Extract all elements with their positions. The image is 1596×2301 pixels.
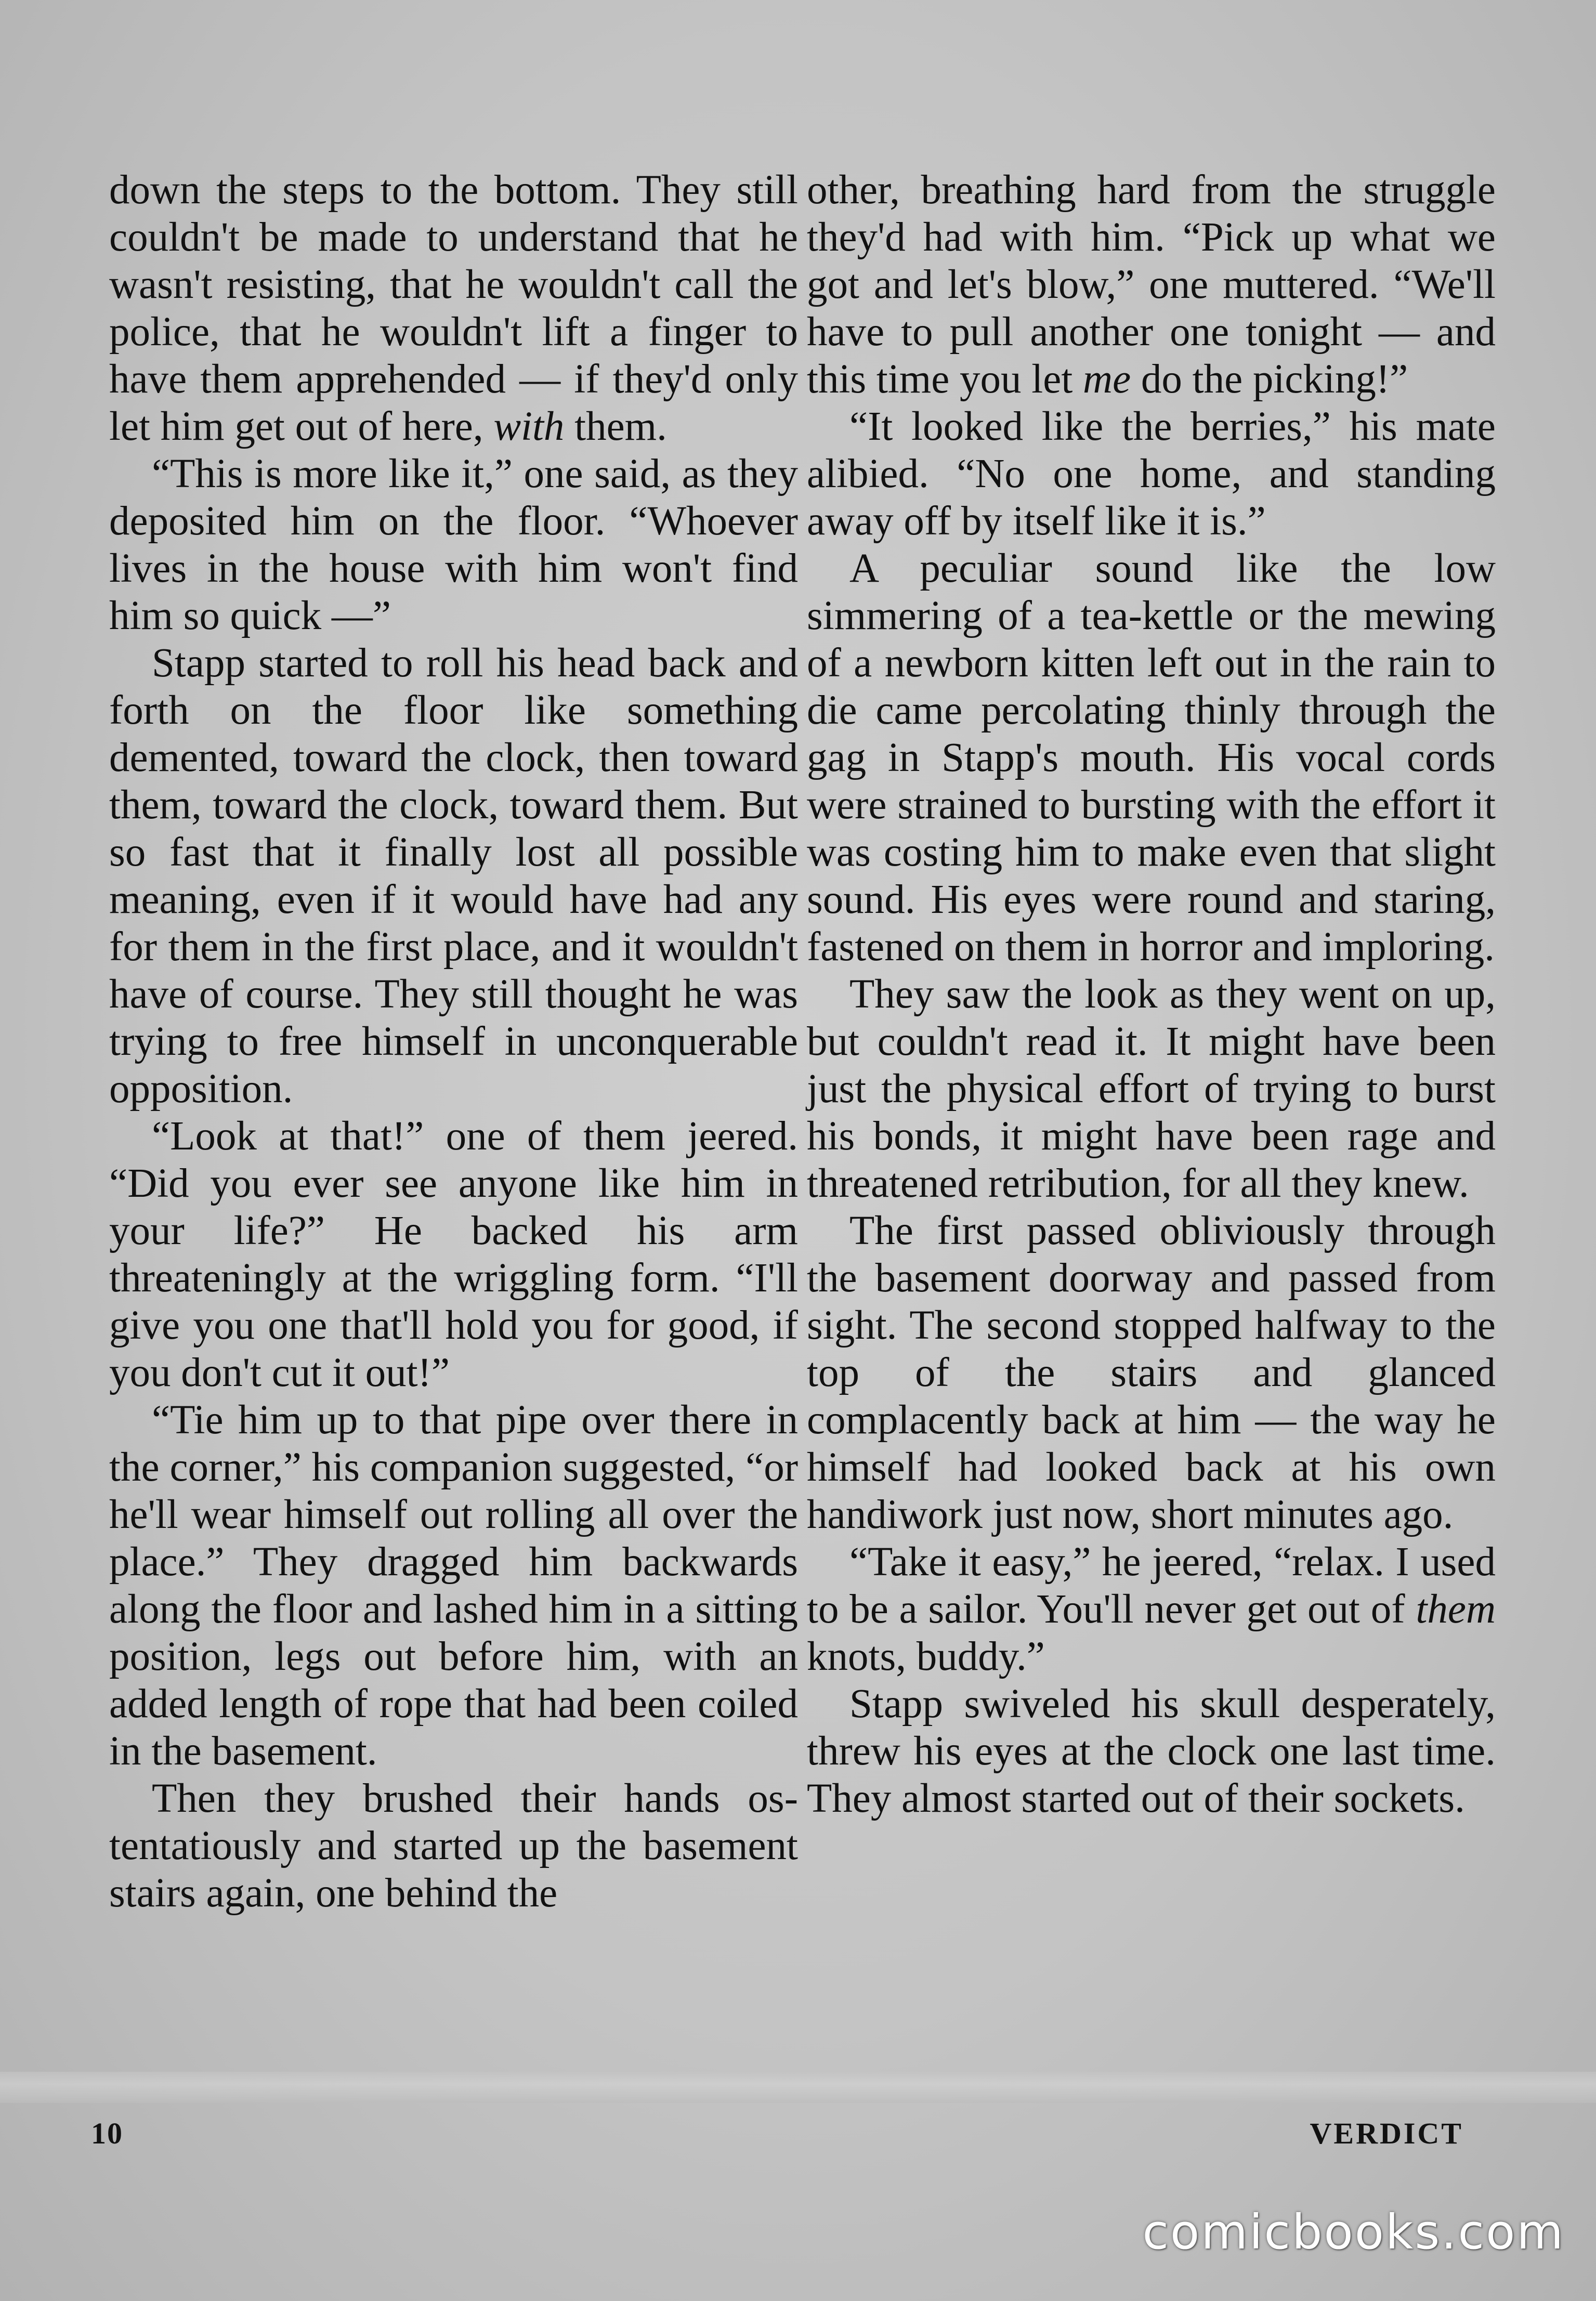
right-text-column [807,166,1496,1822]
paragraph: Stapp swiveled his skull desperately, threw his eyes at the clock one last time. They almost started out of their sockets. [807,1681,1496,1821]
paragraph: “Tie him up to that pipe over there in the corner,” his companion suggested, “or he'll wear himself out rolling all over the place.” They dragged him backwards along the floor and lashed him in a sitting position, legs out before him, with an added length of rope that had been coiled in the basement. [109,1397,798,1774]
paragraph: “Look at that!” one of them jeered. “Did you ever see anyone like him in your life?” He backed his arm threateningly at the wriggling form. “I'll give you one that'll hold you for good, if you don't cut it out!” [109,1114,798,1395]
page-number: 10 [91,2116,123,2150]
paragraph-text: do the picking!” [1141,357,1408,402]
paragraph-text: down the steps to the bottom. They still couldn't be made to understand that he wasn't resisting, that he wouldn't call the police, that he wouldn't lift a finger to have them apprehended — if they'd only let him get out of here, [109,167,798,449]
emphasis-text: with [493,404,565,449]
paragraph-text: other, breathing hard from the struggle they'd had with him. “Pick up what we got and let's blow,” one muttered. “We'll have to pull another one tonight — and this time you let [807,167,1496,402]
paragraph: “This is more like it,” one said, as they deposited him on the floor. “Whoever lives in the house with him won't find him so quick —” [109,451,798,638]
paragraph-text: knots, buddy.” [807,1634,1045,1679]
paragraph: They saw the look as they went on up, but couldn't read it. It might have been just the physical effort of trying to burst his bonds, it might have been rage and threatened retribution, for all they knew. [807,972,1496,1206]
paper-fold-shadow [0,2072,1596,2103]
paragraph: Then they brushed their hands ostentatiously and started up the basement stairs again, one behind the [109,1776,798,1916]
paragraph [807,166,1496,403]
paragraph: A peculiar sound like the low simmering of a tea-kettle or the mewing of a newborn kitten left out in the rain to die came percolating thinly through the gag in Stapp's mouth. His vocal cords were strained to bursting with the effort it was costing him to make even that slight sound. His eyes were round and staring, fastened on them in horror and imploring. [807,546,1496,970]
paragraph [807,1538,1496,1680]
source-watermark: comicbooks.com [1142,2204,1565,2260]
paragraph: “It looked like the berries,” his mate alibied. “No one home, and standing away off by itself like it is.” [807,404,1496,544]
paragraph-text: them. [574,404,667,449]
emphasis-text: them [1416,1587,1496,1632]
emphasis-text: me [1083,357,1131,402]
paragraph-text: “Take it easy,” he jeered, “relax. I used to be a sailor. You'll never get out of [807,1539,1496,1632]
paragraph [109,166,798,450]
paragraph: Stapp started to roll his head back and forth on the floor like something demented, toward the clock, then toward them, toward the clock, toward them. But so fast that it finally lost all possible meaning, even if it would have had any for them in the first place, and it wouldn't have of course. They still thought he was trying to free himself in unconquerable opposition. [109,640,798,1112]
paragraph: The first passed obliviously through the basement doorway and passed from sight. The second stopped halfway to the top of the stairs and glanced complacently back at him — the way he himself had looked back at his own handiwork just now, short minutes ago. [807,1208,1496,1537]
left-text-column [109,166,798,1917]
running-footer-title: VERDICT [1310,2116,1463,2150]
